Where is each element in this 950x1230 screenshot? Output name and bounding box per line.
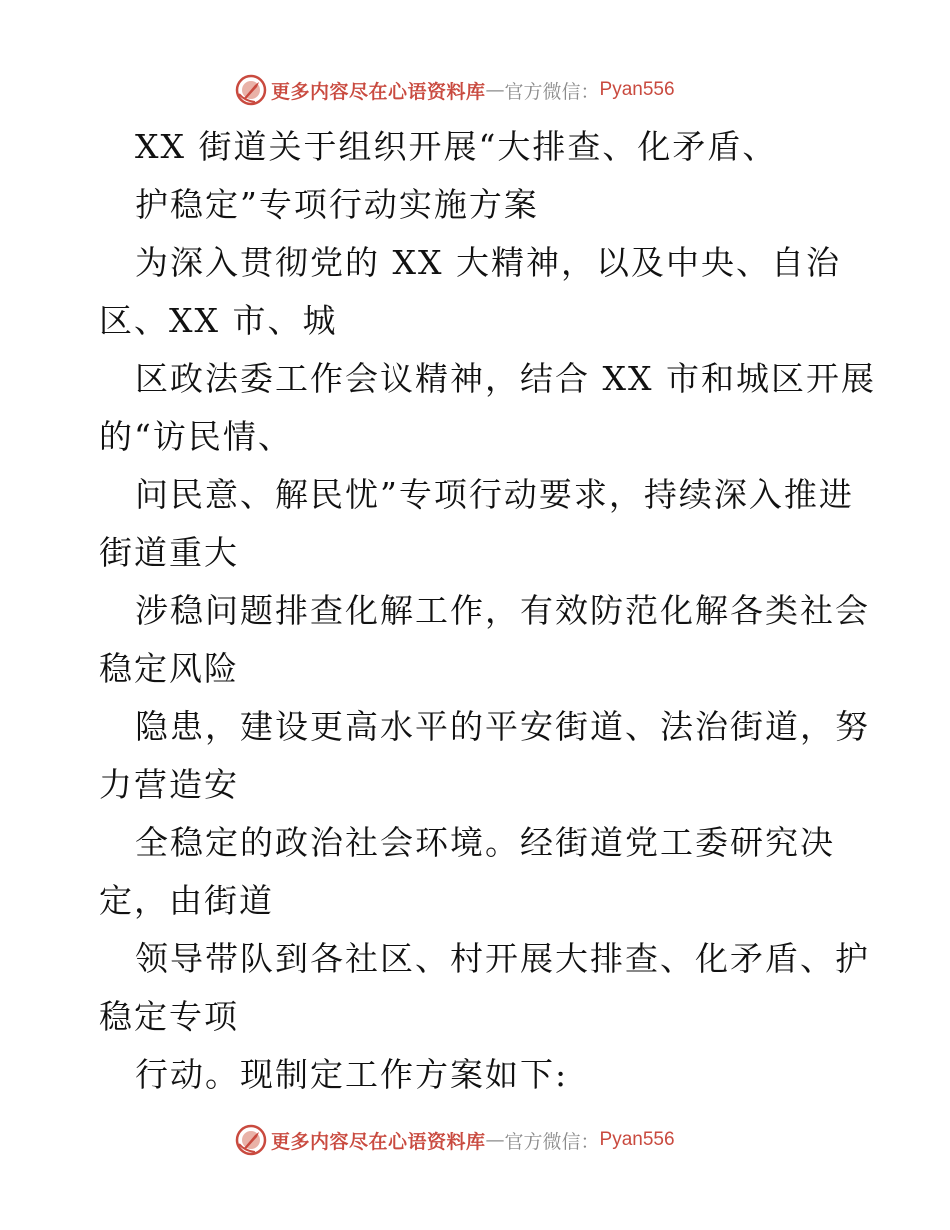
paragraph-line: 的“访民情、 [99, 417, 293, 456]
watermark-official-text: 官方微信： [504, 80, 600, 103]
watermark-separator: — [485, 1129, 505, 1151]
paragraph-line: 稳定风险 [99, 649, 239, 688]
watermark-brand-text: 更多内容尽在心语资料库 [271, 80, 486, 103]
paragraph-line: 全稳定的政治社会环境。经街道党工委研究决 [135, 823, 835, 862]
document-title-line-1: XX 街道关于组织开展“大排查、化矛盾、 [135, 127, 778, 166]
paragraph-line: 定，由街道 [99, 881, 274, 920]
watermark-wechat-id: Pyan556 [599, 1129, 675, 1150]
paragraph-line: 区、XX 市、城 [99, 301, 338, 340]
paragraph-line: 涉稳问题排查化解工作，有效防范化解各类社会 [135, 591, 870, 630]
footer-watermark [235, 1123, 675, 1157]
paragraph-line: 街道重大 [99, 533, 239, 572]
watermark-separator: — [485, 79, 505, 101]
pen-nib-logo-icon [235, 1124, 267, 1156]
paragraph-line: 领导带队到各社区、村开展大排查、化矛盾、护 [135, 939, 870, 978]
watermark-wechat-id: Pyan556 [599, 79, 675, 100]
paragraph-line: 隐患，建设更高水平的平安街道、法治街道，努 [135, 707, 870, 746]
paragraph-line: 问民意、解民忧”专项行动要求，持续深入推进 [135, 475, 854, 514]
paragraph-line: 稳定专项 [99, 997, 239, 1036]
watermark-official-text: 官方微信： [504, 1130, 600, 1153]
paragraph-line: 力营造安 [99, 765, 239, 804]
paragraph-line: 为深入贯彻党的 XX 大精神，以及中央、自治 [135, 243, 841, 282]
document-title-line-2: 护稳定”专项行动实施方案 [135, 185, 539, 224]
watermark-brand-text: 更多内容尽在心语资料库 [271, 1130, 486, 1153]
paragraph-line: 区政法委工作会议精神，结合 XX 市和城区开展 [135, 359, 876, 398]
pen-nib-logo-icon [235, 74, 267, 106]
paragraph-line: 行动。现制定工作方案如下: [135, 1055, 569, 1094]
header-watermark [235, 73, 675, 107]
